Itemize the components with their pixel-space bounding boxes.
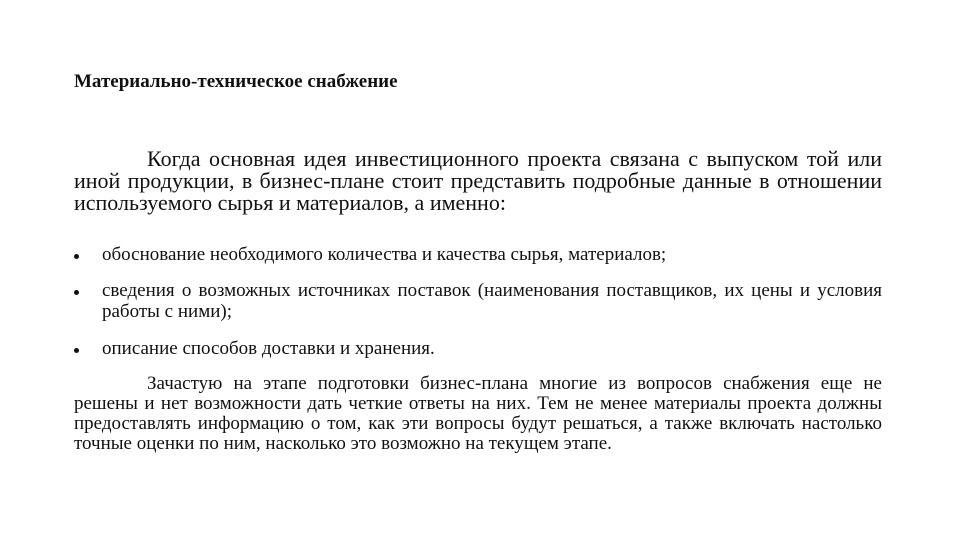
closing-paragraph: Зачастую на этапе подготовки бизнес-плана многие из вопросов снабжения еще не решены и нет возможности дать четкие ответы на них. Тем не менее материалы проекта должны предоставлять информацию о том, как эти вопросы будут решаться, а также включать настолько точные оценки по ним, насколько это возможно на текущем этапе. — [74, 373, 882, 454]
bullet-text-1: обоснование необходимого количества и качества сырья, материалов; — [102, 244, 667, 265]
document-page — [74, 0, 882, 540]
intro-paragraph: Когда основная идея инвестиционного проекта связана с выпуском той или иной продукции, в бизнес-плане стоит представить подробные данные в отношении используемого сырья и материалов, а именно: — [74, 146, 882, 215]
bullet-text-3: описание способов доставки и хранения. — [102, 338, 435, 359]
bullet-dot-icon — [74, 348, 79, 353]
bullet-dot-icon — [74, 254, 79, 259]
section-heading: Материально-техническое снабжение — [74, 71, 398, 92]
bullet-dot-icon — [74, 290, 79, 295]
bullet-item-2 — [74, 280, 882, 322]
bullet-list — [74, 244, 882, 359]
bullet-item-3 — [74, 338, 882, 359]
bullet-text-2: сведения о возможных источниках поставок (наименования поставщиков, их цены и условия работы с ними); — [102, 280, 882, 322]
bullet-item-1 — [74, 244, 882, 265]
